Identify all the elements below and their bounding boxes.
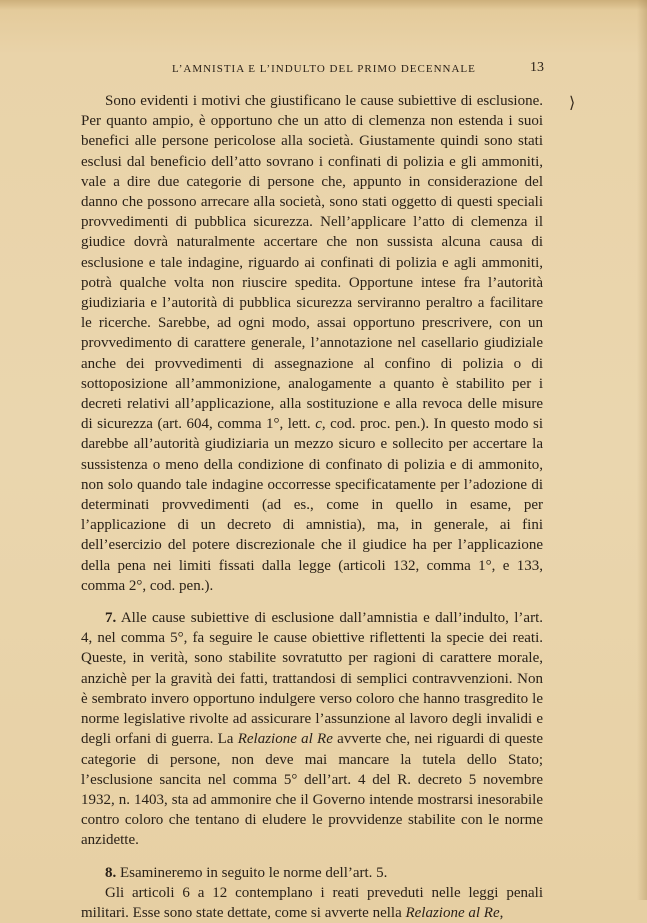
section-number: 7. [105, 610, 117, 627]
paragraph-7: 7. Alle cause subiettive di esclusione dall’amnistia e dall’indulto, l’art. 4, nel comma 5°, fa seguire le cause obiettive riflettenti la specie dei reati. Queste, in verità, sono stabilite sovratutto per ragioni di carattere morale, anzichè per la gravità dei fatti, trattandosi di semplici contravvenzioni. Non è sembrato invero opportuno indulgere verso coloro che hanno trasgredito le norme legislative rivolte ad assicurare l’assunzione al lavoro degli invalidi e degli orfani di guerra. La Relazione al Re avverte che, nei riguardi di queste categorie di persone, non deve mai mancare la tutela dello Stato; l’esclusione sancita nel comma 5° dell’art. 4 del R. decreto 5 novembre 1932, n. 1403, sta ad ammonire che il Governo intende mostrarsi inesorabile contro coloro che tentano di eludere le provvidenze stabilite con le norme anzidette. [81, 610, 544, 849]
page-top-edge [0, 0, 647, 10]
page-number: 13 [530, 60, 544, 75]
paragraph-6-continued: Sono evidenti i motivi che giustificano le cause subiettive di esclusione. Per quanto ampio, è opportuno che un atto di clemenza non estenda i suoi benefici alle persone pericolose alla società. Giustamente quindi sono stati esclusi dal beneficio dell’atto sovrano i confinati di polizia e gli ammoniti, vale a dire due categorie di persone che, appunto in considerazione del danno che possono arrecare alla società, sono stati oggetto di questi speciali provvedimenti di pubblica sicurezza. Nell’applicare l’atto di clemenza il giudice dovrà naturalmente accertare che non sussista alcuna causa di esclusione e tale indagine, riguardo ai confinati di polizia e agli ammoniti, potrà qualche volta non riuscire spedita. Opportune intese fra l’autorità giudiziaria e l’autorità di pubblica sicurezza serviranno peraltro a facilitare le ricerche. Sarebbe, ad ogni modo, assai opportuno prescrivere, con un provvedimento di carattere generale, l’annotazione nel casellario giudiziale anche dei provvedimenti di assegnazione al confino di polizia o di sottoposizione all’ammonizione, analogamente a quanto è stabilito per i decreti relativi all’applicazione, alla sostituzione e alla revoca delle misure di sicurezza (art. 604, comma 1°, lett. c, cod. proc. pen.). In questo modo si darebbe all’autorità giudiziaria un mezzo sicuro e sollecito per accertare la sussistenza o meno della condizione di confinato di polizia e di ammonito, non solo quando tale indagine occorresse specificatamente per l’adozione di determinati provvedimenti (ad es., come in quello in esame, per l’applicazione di un decreto di amnistia), ma, in generale, ai fini dell’esercizio del potere discrezionale che il giudice ha per l’applicazione della pena nei limiti fissati dalla legge (articoli 132, comma 1°, e 133, comma 2°, cod. pen.). [81, 93, 543, 594]
page-header [78, 61, 544, 79]
body-text [81, 91, 543, 923]
margin-mark: ⟩ [569, 93, 576, 112]
running-title: L’AMNISTIA E L’INDULTO DEL PRIMO DECENNALE [172, 63, 476, 75]
paragraph-8: 8. Esamineremo in seguito le norme dell’art. 5. [105, 864, 388, 881]
page-right-shadow [637, 0, 647, 900]
section-number: 8. [105, 864, 117, 881]
paragraph-8-continued: Gli articoli 6 a 12 contemplano i reati preveduti nelle leggi penali militari. Esse sono state dettate, come si avverte nella Relazione al Re, [81, 884, 543, 921]
